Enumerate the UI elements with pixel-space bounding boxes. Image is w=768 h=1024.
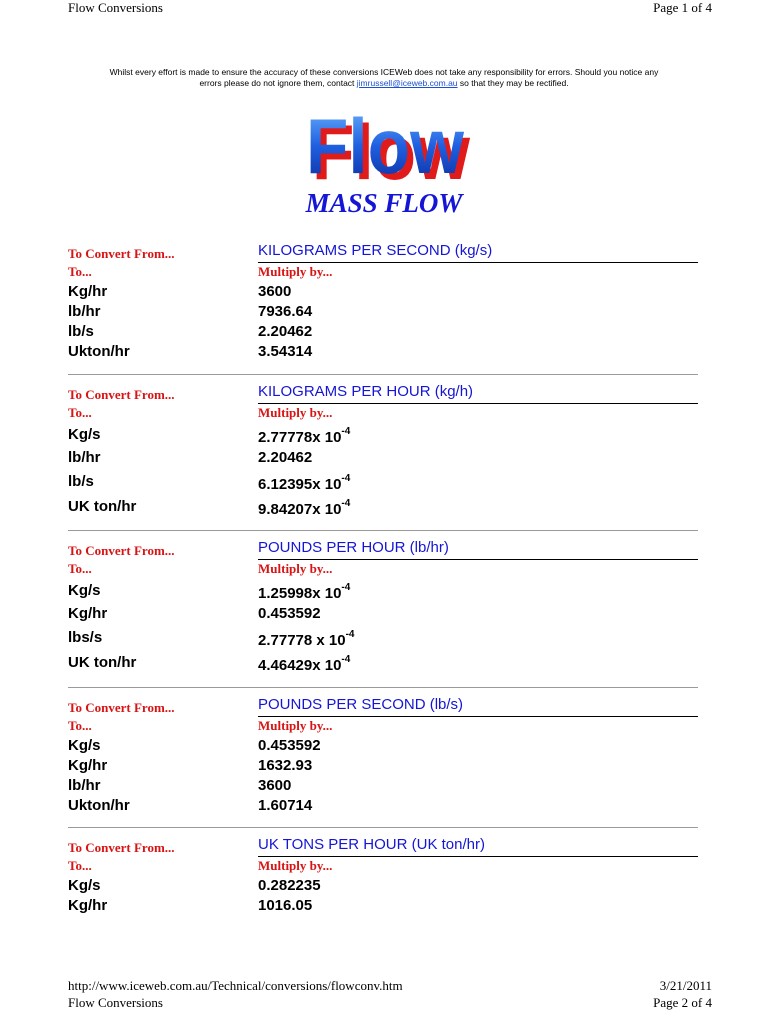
header-title: Flow Conversions xyxy=(68,0,163,15)
factor-exponent: -4 xyxy=(341,654,351,665)
svg-text:Flow: Flow xyxy=(312,108,470,184)
conversion-factor xyxy=(258,475,350,493)
source-unit: KILOGRAMS PER HOUR (kg/h) xyxy=(258,383,474,400)
table-row xyxy=(68,322,698,342)
factor-value: 2.20462 xyxy=(258,323,313,340)
target-unit: UK ton/hr xyxy=(68,654,137,671)
target-unit: Kg/hr xyxy=(68,283,108,300)
factor-exponent: -4 xyxy=(341,582,351,593)
convert-from-label: To Convert From... xyxy=(68,543,175,558)
column-header-row xyxy=(68,403,698,423)
convert-from-row xyxy=(68,383,698,403)
column-header-row xyxy=(68,856,698,876)
table-row xyxy=(68,448,698,470)
target-unit: UK ton/hr xyxy=(68,498,137,515)
target-unit: Kg/hr xyxy=(68,897,108,914)
factor-value: 2.20462 xyxy=(258,449,313,466)
target-unit: lb/hr xyxy=(68,303,101,320)
section-divider xyxy=(68,374,698,375)
factor-value: 6.12395x 10 xyxy=(258,476,342,493)
target-unit: lb/hr xyxy=(68,777,101,794)
conversion-factor xyxy=(258,428,350,446)
conversion-factor xyxy=(258,584,350,602)
conversion-factor xyxy=(258,777,291,794)
conversion-factor xyxy=(258,737,321,754)
target-unit: lb/s xyxy=(68,473,94,490)
table-row xyxy=(68,756,698,776)
table-row xyxy=(68,604,698,626)
to-label: To... xyxy=(68,264,92,279)
target-unit: lb/hr xyxy=(68,449,101,466)
convert-from-row xyxy=(68,242,698,262)
target-unit: Kg/s xyxy=(68,737,101,754)
factor-value: 1016.05 xyxy=(258,897,313,914)
table-row xyxy=(68,423,698,448)
table-row xyxy=(68,495,698,520)
factor-value: 1.25998x 10 xyxy=(258,585,342,602)
conversion-section xyxy=(68,383,698,520)
column-header-row xyxy=(68,559,698,579)
disclaimer-text-end: so that they may be rectified. xyxy=(457,78,569,88)
target-unit: lbs/s xyxy=(68,629,103,646)
section-divider xyxy=(68,687,698,688)
conversion-factor xyxy=(258,343,312,360)
column-header-row xyxy=(68,716,698,736)
to-label: To... xyxy=(68,718,92,733)
conversion-factor xyxy=(258,500,350,518)
source-unit: POUNDS PER HOUR (lb/hr) xyxy=(258,539,449,556)
factor-value: 1.60714 xyxy=(258,797,313,814)
conversion-factor xyxy=(258,303,312,320)
table-row xyxy=(68,626,698,651)
table-row xyxy=(68,302,698,322)
multiply-label: Multiply by... xyxy=(258,858,333,873)
target-unit: Kg/hr xyxy=(68,757,108,774)
target-unit: lb/s xyxy=(68,323,94,340)
target-unit: Ukton/hr xyxy=(68,797,130,814)
table-row xyxy=(68,579,698,604)
source-unit: KILOGRAMS PER SECOND (kg/s) xyxy=(258,242,493,259)
table-row xyxy=(68,876,698,896)
target-unit: Kg/s xyxy=(68,426,101,443)
conversion-section xyxy=(68,836,698,916)
factor-value: 2.77778 x 10 xyxy=(258,632,346,649)
footer-title: Flow Conversions xyxy=(68,995,163,1010)
source-unit: POUNDS PER SECOND (lb/s) xyxy=(258,696,464,713)
conversion-factor xyxy=(258,323,312,340)
disclaimer-text: errors please do not ignore them, contact xyxy=(199,78,357,88)
page-title: MASS FLOW xyxy=(305,188,463,218)
conversion-factor xyxy=(258,605,321,622)
factor-value: 0.453592 xyxy=(258,737,321,754)
conversion-factor xyxy=(258,797,312,814)
section-divider xyxy=(68,530,698,531)
factor-value: 9.84207x 10 xyxy=(258,501,342,518)
target-unit: Kg/s xyxy=(68,877,101,894)
disclaimer-line2 xyxy=(60,78,708,89)
factor-exponent: -4 xyxy=(341,498,351,509)
factor-exponent: -4 xyxy=(341,426,351,437)
header-page-number: Page 1 of 4 xyxy=(653,0,712,15)
conversion-factor xyxy=(258,283,291,300)
target-unit: Ukton/hr xyxy=(68,343,130,360)
factor-value: 1632.93 xyxy=(258,757,313,774)
factor-value: 2.77778x 10 xyxy=(258,429,342,446)
multiply-label: Multiply by... xyxy=(258,405,333,420)
flow-logo xyxy=(300,100,470,184)
target-unit: Kg/s xyxy=(68,582,101,599)
table-row xyxy=(68,736,698,756)
target-unit: Kg/hr xyxy=(68,605,108,622)
footer-page-number: Page 2 of 4 xyxy=(653,995,712,1010)
convert-from-row xyxy=(68,696,698,716)
table-row xyxy=(68,651,698,676)
table-row xyxy=(68,796,698,816)
factor-value: 7936.64 xyxy=(258,303,313,320)
conversion-factor xyxy=(258,877,321,894)
table-row xyxy=(68,470,698,495)
contact-email-link[interactable]: jimrussell@iceweb.com.au xyxy=(356,78,458,88)
factor-value: 3600 xyxy=(258,777,292,794)
convert-from-label: To Convert From... xyxy=(68,840,175,855)
table-row xyxy=(68,282,698,302)
conversion-factor xyxy=(258,757,312,774)
conversion-factor xyxy=(258,631,355,649)
factor-value: 3.54314 xyxy=(258,343,313,360)
conversion-section xyxy=(68,242,698,362)
conversion-section xyxy=(68,696,698,816)
multiply-label: Multiply by... xyxy=(258,718,333,733)
factor-exponent: -4 xyxy=(345,629,355,640)
conversion-factor xyxy=(258,897,312,914)
column-header-row xyxy=(68,262,698,282)
table-row xyxy=(68,776,698,796)
table-row xyxy=(68,342,698,362)
factor-value: 3600 xyxy=(258,283,292,300)
convert-from-label: To Convert From... xyxy=(68,700,175,715)
conversion-section xyxy=(68,539,698,676)
to-label: To... xyxy=(68,405,92,420)
conversion-factor xyxy=(258,449,312,466)
svg-text:Flow: Flow xyxy=(306,102,465,184)
multiply-label: Multiply by... xyxy=(258,561,333,576)
factor-value: 0.282235 xyxy=(258,877,321,894)
section-divider xyxy=(68,827,698,828)
disclaimer-line1: Whilst every effort is made to ensure the accuracy of these conversions ICEWeb does not take any responsibility for errors. Should you notice any xyxy=(109,67,659,77)
convert-from-label: To Convert From... xyxy=(68,246,175,261)
to-label: To... xyxy=(68,858,92,873)
convert-from-row xyxy=(68,539,698,559)
factor-value: 4.46429x 10 xyxy=(258,657,342,674)
page-header xyxy=(68,0,712,18)
convert-from-label: To Convert From... xyxy=(68,387,175,402)
table-row xyxy=(68,896,698,916)
to-label: To... xyxy=(68,561,92,576)
factor-value: 0.453592 xyxy=(258,605,321,622)
footer-date: 3/21/2011 xyxy=(659,978,712,993)
convert-from-row xyxy=(68,836,698,856)
source-unit: UK TONS PER HOUR (UK ton/hr) xyxy=(258,836,485,853)
disclaimer xyxy=(60,67,708,89)
footer-url: http://www.iceweb.com.au/Technical/conversions/flowconv.htm xyxy=(68,978,403,993)
conversion-factor xyxy=(258,656,350,674)
factor-exponent: -4 xyxy=(341,473,351,484)
multiply-label: Multiply by... xyxy=(258,264,333,279)
